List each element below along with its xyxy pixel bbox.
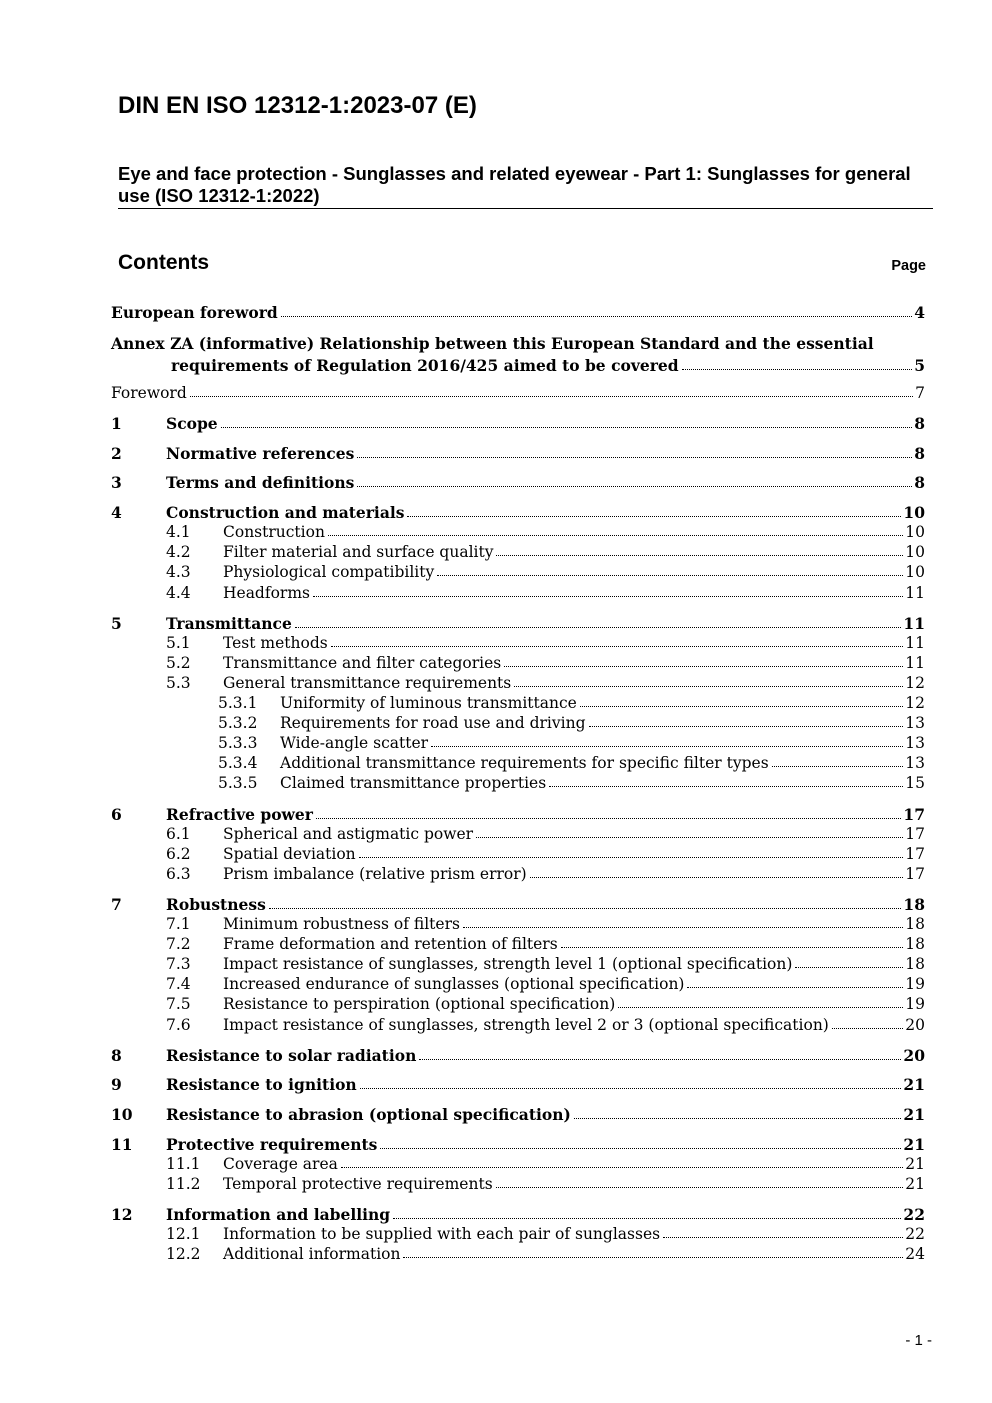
toc-entry-5-3-3[interactable] xyxy=(218,734,925,752)
dot-leader xyxy=(357,457,912,458)
toc-entry-page: 10 xyxy=(905,523,925,542)
toc-entry-title: Transmittance and filter categories xyxy=(223,653,502,672)
toc-entry-page: 8 xyxy=(914,443,925,463)
toc-entry-5-3-2[interactable] xyxy=(218,714,925,732)
toc-entry-title: Wide-angle scatter xyxy=(280,734,429,753)
dot-leader xyxy=(316,818,902,819)
toc-entry-title: Uniformity of luminous transmittance xyxy=(280,694,577,712)
toc-entry-12[interactable] xyxy=(111,1205,925,1224)
dot-leader xyxy=(504,666,903,667)
toc-entry-number: 8 xyxy=(111,1045,122,1065)
toc-entry-title: Spherical and astigmatic power xyxy=(223,824,474,843)
toc-entry-title: Foreword xyxy=(111,384,187,402)
toc-entry-european-foreword[interactable] xyxy=(111,303,925,322)
toc-entry-4-3[interactable] xyxy=(166,563,925,581)
toc-entry-number: 5.3.3 xyxy=(218,734,258,753)
toc-entry-page: 19 xyxy=(905,975,925,994)
toc-entry-page: 17 xyxy=(905,864,925,883)
toc-entry-title: Annex ZA (informative) Relationship between this European Standard and the essential xyxy=(111,334,874,353)
toc-entry-6-1[interactable] xyxy=(166,825,925,843)
toc-entry-title: Physiological compatibility xyxy=(223,563,435,582)
toc-entry-8[interactable] xyxy=(111,1046,925,1065)
dot-leader xyxy=(589,726,904,727)
toc-entry-page: 18 xyxy=(905,935,925,954)
toc-entry-number: 1 xyxy=(111,414,122,433)
toc-entry-page: 18 xyxy=(905,915,925,933)
toc-entry-4-4[interactable] xyxy=(166,584,925,602)
toc-entry-11-1[interactable] xyxy=(166,1155,925,1173)
dot-leader xyxy=(393,1218,901,1219)
toc-entry-title: Construction xyxy=(223,523,325,542)
dot-leader xyxy=(359,857,904,858)
toc-entry-title: Additional transmittance requirements for specific filter types xyxy=(280,754,769,773)
toc-entry-number: 5 xyxy=(111,613,122,633)
toc-entry-10[interactable] xyxy=(111,1105,925,1124)
toc-entry-page: 21 xyxy=(905,1154,925,1173)
toc-entry-title: Coverage area xyxy=(223,1154,338,1173)
toc-entry-page: 10 xyxy=(905,563,925,582)
dot-leader xyxy=(269,908,902,909)
dot-leader xyxy=(682,369,913,370)
toc-entry-page: 11 xyxy=(905,633,925,652)
dot-leader xyxy=(295,627,902,628)
toc-entry-page: 10 xyxy=(903,503,925,523)
toc-entry-5-3-4[interactable] xyxy=(218,754,925,772)
toc-entry-4[interactable] xyxy=(111,503,925,522)
toc-entry-6[interactable] xyxy=(111,805,925,824)
toc-entry-12-1[interactable] xyxy=(166,1225,925,1243)
toc-entry-title: Robustness xyxy=(166,894,266,914)
toc-entry-number: 5.3 xyxy=(166,673,191,692)
toc-entry-number: 5.1 xyxy=(166,633,191,652)
toc-entry-title-continued: requirements of Regulation 2016/425 aimed to be covered xyxy=(171,356,679,375)
dot-leader xyxy=(328,535,903,536)
toc-entry-title: Information to be supplied with each pair of sunglasses xyxy=(223,1225,661,1244)
document-title: Eye and face protection - Sunglasses and related eyewear - Part 1: Sunglasses for general use (ISO 12312-1:2022) xyxy=(118,163,933,209)
toc-entry-number: 7.2 xyxy=(166,935,191,954)
toc-entry-number: 5.3.1 xyxy=(218,694,258,712)
toc-entry-foreword[interactable] xyxy=(111,384,925,402)
dot-leader xyxy=(437,575,903,576)
document-id: DIN EN ISO 12312-1:2023-07 (E) xyxy=(118,92,477,119)
toc-entry-page: 20 xyxy=(903,1045,925,1065)
toc-entry-12-2[interactable] xyxy=(166,1245,925,1263)
toc-entry-page: 11 xyxy=(903,613,925,633)
toc-entry-title: General transmittance requirements xyxy=(223,673,512,692)
toc-entry-title: Refractive power xyxy=(166,804,313,824)
dot-leader xyxy=(403,1257,903,1258)
toc-entry-title: Additional information xyxy=(223,1245,401,1264)
toc-entry-title: Resistance to abrasion (optional specification) xyxy=(166,1105,571,1124)
toc-entry-number: 4.1 xyxy=(166,523,191,542)
dot-leader xyxy=(549,786,903,787)
toc-entry-number: 11.2 xyxy=(166,1174,201,1193)
toc-entry-number: 5.3.2 xyxy=(218,714,258,733)
dot-leader xyxy=(574,1118,902,1119)
toc-entry-page: 11 xyxy=(905,583,925,602)
toc-entry-number: 7.1 xyxy=(166,915,191,933)
toc-entry-number: 4 xyxy=(111,503,122,523)
toc-entry-page: 17 xyxy=(903,804,925,824)
toc-entry-title: European foreword xyxy=(111,303,278,322)
toc-entry-7-3[interactable] xyxy=(166,955,925,973)
toc-entry-title: Impact resistance of sunglasses, strength level 1 (optional specification) xyxy=(223,955,793,974)
toc-entry-page: 7 xyxy=(915,384,925,402)
toc-entry-page: 21 xyxy=(903,1075,925,1095)
toc-entry-page: 18 xyxy=(905,955,925,974)
toc-entry-title: Headforms xyxy=(223,583,310,602)
toc-entry-page: 8 xyxy=(914,473,925,493)
toc-entry-title: Terms and definitions xyxy=(166,473,355,493)
toc-entry-title: Spatial deviation xyxy=(223,844,356,863)
toc-entry-5-3[interactable] xyxy=(166,674,925,692)
toc-entry-number: 7.3 xyxy=(166,955,191,974)
toc-entry-number: 7.6 xyxy=(166,1015,191,1034)
toc-entry-page: 18 xyxy=(903,894,925,914)
toc-entry-page: 8 xyxy=(914,414,925,433)
toc-entry-page: 21 xyxy=(903,1134,925,1154)
toc-entry-page: 13 xyxy=(905,734,925,753)
toc-entry-title: Impact resistance of sunglasses, strength level 2 or 3 (optional specification) xyxy=(223,1015,829,1034)
toc-entry-title: Scope xyxy=(166,414,218,433)
toc-entry-page: 13 xyxy=(905,754,925,773)
toc-entry-title: Filter material and surface quality xyxy=(223,543,494,562)
toc-entry-page: 22 xyxy=(903,1205,925,1224)
toc-entry-4-2[interactable] xyxy=(166,543,925,561)
dot-leader xyxy=(380,1148,901,1149)
toc-entry-number: 5.3.5 xyxy=(218,774,258,793)
toc-entry-6-3[interactable] xyxy=(166,865,925,883)
dot-leader xyxy=(419,1059,901,1060)
toc-entry-5-1[interactable] xyxy=(166,634,925,652)
toc-entry-7[interactable] xyxy=(111,895,925,914)
dot-leader xyxy=(687,987,903,988)
toc-entry-number: 3 xyxy=(111,473,122,493)
toc-entry-number: 11.1 xyxy=(166,1154,201,1173)
toc-entry-5-3-5[interactable] xyxy=(218,774,925,792)
dot-leader xyxy=(530,877,904,878)
toc-entry-11[interactable] xyxy=(111,1135,925,1154)
toc-entry-title: Construction and materials xyxy=(166,503,405,523)
toc-entry-title: Resistance to ignition xyxy=(166,1075,357,1095)
dot-leader xyxy=(772,766,904,767)
toc-entry-title: Protective requirements xyxy=(166,1134,378,1154)
toc-entry-number: 5.2 xyxy=(166,653,191,672)
toc-entry-title: Claimed transmittance properties xyxy=(280,774,547,793)
toc-entry-7-5[interactable] xyxy=(166,995,925,1013)
dot-leader xyxy=(407,516,901,517)
toc-entry-number: 7 xyxy=(111,894,122,914)
toc-entry-3[interactable] xyxy=(111,473,925,492)
toc-entry-page: 17 xyxy=(905,844,925,863)
dot-leader xyxy=(580,706,903,707)
dot-leader xyxy=(341,1167,903,1168)
dot-leader xyxy=(331,646,904,647)
dot-leader xyxy=(190,396,913,397)
dot-leader xyxy=(832,1028,903,1029)
dot-leader xyxy=(431,746,903,747)
toc-entry-page: 11 xyxy=(905,653,925,672)
dot-leader xyxy=(561,947,904,948)
toc-entry-7-2[interactable] xyxy=(166,935,925,953)
toc-entry-page: 22 xyxy=(905,1225,925,1244)
toc-entry-number: 2 xyxy=(111,443,122,463)
toc-entry-page: 20 xyxy=(905,1015,925,1034)
toc-entry-2[interactable] xyxy=(111,444,925,463)
toc-entry-title: Increased endurance of sunglasses (optional specification) xyxy=(223,975,685,994)
toc-entry-title: Test methods xyxy=(223,633,328,652)
page-column-label: Page xyxy=(891,258,926,274)
dot-leader xyxy=(357,486,912,487)
toc-entry-page: 21 xyxy=(905,1174,925,1193)
dot-leader xyxy=(281,316,912,317)
toc-entry-number: 6.3 xyxy=(166,864,191,883)
toc-entry-7-6[interactable] xyxy=(166,1016,925,1034)
toc-entry-9[interactable] xyxy=(111,1075,925,1094)
toc-entry-number: 12.1 xyxy=(166,1225,201,1244)
toc-entry-title: Temporal protective requirements xyxy=(223,1174,493,1193)
toc-entry-number: 6.1 xyxy=(166,824,191,843)
toc-entry-number: 11 xyxy=(111,1134,133,1154)
toc-entry-number: 4.2 xyxy=(166,543,191,562)
toc-entry-number: 5.3.4 xyxy=(218,754,258,773)
dot-leader xyxy=(496,555,903,556)
dot-leader xyxy=(360,1088,902,1089)
toc-entry-page: 15 xyxy=(905,774,925,793)
toc-entry-title: Transmittance xyxy=(166,613,292,633)
toc-entry-title: Information and labelling xyxy=(166,1205,391,1224)
toc-entry-title: Requirements for road use and driving xyxy=(280,714,586,733)
toc-entry-title: Frame deformation and retention of filters xyxy=(223,935,558,954)
dot-leader xyxy=(221,427,913,428)
toc-entry-number: 9 xyxy=(111,1075,122,1095)
toc-entry-title: Prism imbalance (relative prism error) xyxy=(223,864,527,883)
toc-entry-page: 12 xyxy=(905,694,925,712)
toc-entry-page: 5 xyxy=(914,356,925,375)
toc-entry-5[interactable] xyxy=(111,614,925,633)
toc-entry-6-2[interactable] xyxy=(166,845,925,863)
toc-entry-page: 13 xyxy=(905,714,925,733)
toc-entry-page: 4 xyxy=(914,303,925,322)
page-number: - 1 - xyxy=(905,1332,932,1349)
dot-leader xyxy=(476,837,903,838)
toc-entry-7-4[interactable] xyxy=(166,975,925,993)
toc-entry-page: 17 xyxy=(905,824,925,843)
toc-entry-5-2[interactable] xyxy=(166,654,925,672)
toc-entry-11-2[interactable] xyxy=(166,1175,925,1193)
toc-entry-number: 4.3 xyxy=(166,563,191,582)
toc-entry-page: 12 xyxy=(905,673,925,692)
toc-entry-page: 21 xyxy=(903,1105,925,1124)
toc-entry-number: 12.2 xyxy=(166,1245,201,1264)
toc-entry-4-1[interactable] xyxy=(166,523,925,541)
toc-entry-5-3-1[interactable] xyxy=(218,694,925,712)
toc-entry-number: 12 xyxy=(111,1205,133,1224)
dot-leader xyxy=(496,1187,904,1188)
toc-entry-7-1[interactable] xyxy=(166,915,925,933)
toc-entry-number: 6.2 xyxy=(166,844,191,863)
toc-entry-1[interactable] xyxy=(111,414,925,433)
dot-leader xyxy=(795,967,903,968)
toc-entry-number: 7.4 xyxy=(166,975,191,994)
toc-entry-number: 10 xyxy=(111,1105,133,1124)
toc-entry-title: Minimum robustness of filters xyxy=(223,915,460,933)
toc-entry-title: Resistance to perspiration (optional specification) xyxy=(223,995,616,1014)
toc-entry-page: 10 xyxy=(905,543,925,562)
toc-entry-page: 24 xyxy=(905,1245,925,1264)
dot-leader xyxy=(663,1237,903,1238)
dot-leader xyxy=(463,927,903,928)
toc-entry-title: Resistance to solar radiation xyxy=(166,1045,417,1065)
toc-entry-number: 4.4 xyxy=(166,583,191,602)
dot-leader xyxy=(618,1007,903,1008)
toc-entry-annex-za[interactable] xyxy=(111,333,925,377)
contents-heading: Contents xyxy=(118,251,209,274)
toc-entry-page: 19 xyxy=(905,995,925,1014)
dot-leader xyxy=(514,686,903,687)
toc-entry-number: 7.5 xyxy=(166,995,191,1014)
toc-entry-number: 6 xyxy=(111,804,122,824)
dot-leader xyxy=(313,596,903,597)
toc-entry-title: Normative references xyxy=(166,443,355,463)
